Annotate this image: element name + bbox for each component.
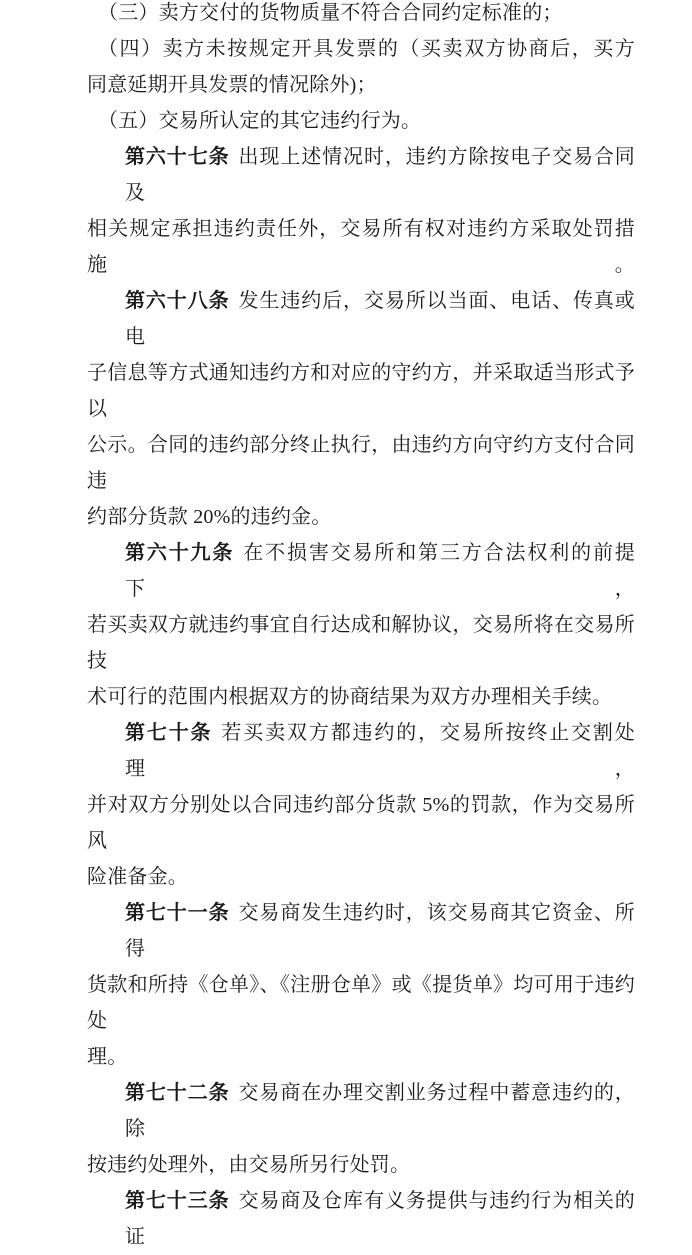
article-69-heading-line	[87, 535, 635, 607]
clause-item-4-text: （四）卖方未按规定开具发票的（买卖双方协商后，买方	[98, 38, 635, 60]
article-68-text: 发生违约后，交易所以当面、电话、传真或电	[125, 290, 635, 348]
article-72-continuation-text: 按违约处理外，由交易所另行处罚。	[87, 1154, 411, 1176]
article-73-text: 交易商及仓库有义务提供与违约行为相关的证	[125, 1190, 635, 1248]
article-68-body-line-1	[87, 355, 635, 427]
article-70-text: 若买卖双方都违约的，交易所按终止交割处理，	[125, 722, 635, 780]
article-69-body-line-1	[87, 607, 635, 679]
clause-item-4-line-1	[87, 31, 635, 67]
article-70-body-line-2	[87, 859, 635, 895]
article-67-heading-line	[87, 139, 635, 211]
article-70-continuation-text-1: 并对双方分别处以合同违约部分货款 5%的罚款，作为交易所风	[87, 794, 635, 852]
article-67-number: 第六十七条	[125, 146, 230, 168]
article-69-body-line-2	[87, 679, 635, 715]
article-72-body-line	[87, 1147, 635, 1183]
article-71-continuation-text-1: 货款和所持《仓单》、《注册仓单》或《提货单》均可用于违约处	[87, 974, 635, 1032]
article-71-heading-line	[87, 895, 635, 967]
article-68-continuation-text-2: 公示。合同的违约部分终止执行，由违约方向守约方支付合同违	[87, 434, 635, 492]
article-68-heading-line	[87, 283, 635, 355]
article-69-number: 第六十九条	[125, 542, 235, 564]
article-67-text: 出现上述情况时，违约方除按电子交易合同及	[125, 146, 635, 204]
article-71-body-line-2	[87, 1039, 635, 1075]
article-73-number: 第七十三条	[125, 1190, 230, 1212]
article-71-number: 第七十一条	[125, 902, 230, 924]
article-71-continuation-text-2: 理。	[87, 1046, 128, 1068]
article-72-heading-line	[87, 1075, 635, 1147]
article-70-heading-line	[87, 715, 635, 787]
article-72-number: 第七十二条	[125, 1082, 230, 1104]
document-page	[87, 0, 635, 1255]
article-68-number: 第六十八条	[125, 290, 230, 312]
article-70-number: 第七十条	[125, 722, 213, 744]
article-68-continuation-text-1: 子信息等方式通知违约方和对应的守约方，并采取适当形式予以	[87, 362, 635, 420]
article-72-text: 交易商在办理交割业务过程中蓄意违约的，除	[125, 1082, 635, 1140]
article-69-text: 在不损害交易所和第三方合法权利的前提下，	[125, 542, 636, 600]
clause-item-5-text: （五）交易所认定的其它违约行为。	[98, 110, 422, 132]
clause-item-4-continuation-text: 同意延期开具发票的情况除外)；	[87, 74, 377, 96]
clause-item-3-line	[87, 0, 635, 31]
article-73-heading-line	[87, 1183, 635, 1255]
article-69-continuation-text-1: 若买卖双方就违约事宜自行达成和解协议，交易所将在交易所技	[87, 614, 635, 672]
article-68-body-line-3	[87, 499, 635, 535]
article-70-body-line-1	[87, 787, 635, 859]
clause-item-3-text: （三）卖方交付的货物质量不符合合同约定标准的；	[98, 2, 563, 24]
article-69-continuation-text-2: 术可行的范围内根据双方的协商结果为双方办理相关手续。	[87, 686, 613, 708]
article-67-continuation-text: 相关规定承担违约责任外，交易所有权对违约方采取处罚措施。	[87, 218, 635, 276]
clause-item-5-line	[87, 103, 635, 139]
article-71-text: 交易商发生违约时，该交易商其它资金、所得	[125, 902, 635, 960]
clause-item-4-line-2	[87, 67, 635, 103]
article-67-body-line	[87, 211, 635, 283]
article-68-body-line-2	[87, 427, 635, 499]
article-70-continuation-text-2: 险准备金。	[87, 866, 188, 888]
article-68-continuation-text-3: 约部分货款 20%的违约金。	[87, 506, 332, 528]
article-71-body-line-1	[87, 967, 635, 1039]
